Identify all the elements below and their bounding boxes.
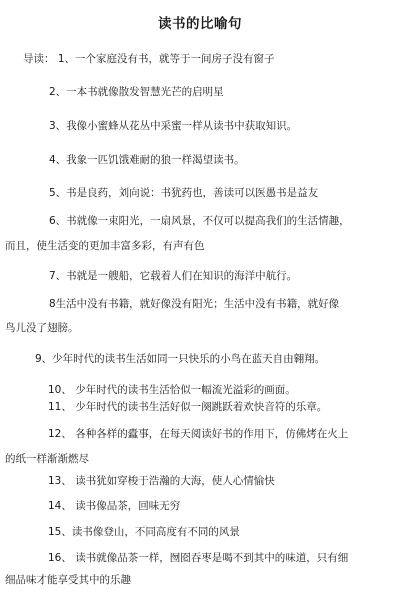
text-line-9: 8生活中没有书籍，就好像没有阳光；生活中没有书籍，就好像: [49, 298, 340, 310]
text-line-3: 3、我像小蜜蜂从花丛中采蜜一样从读书中获取知识。: [49, 120, 298, 132]
text-line-19: 16、 读书就像品茶一样，囫囵吞枣是喝不到其中的味道，只有细: [48, 552, 349, 564]
text-line-6: 6、书就像一束阳光，一扇风景，不仅可以提高我们的生活情趣，: [49, 215, 350, 227]
page-title: 读书的比喻句: [158, 16, 242, 32]
text-line-8: 7、书就是一艘船，它载着人们在知识的海洋中航行。: [49, 270, 298, 282]
text-line-18: 15、读书像登山，不同高度有不同的风景: [48, 526, 240, 538]
text-line-1: 导读： 1、一个家庭没有书，就等于一间房子没有窗子: [23, 53, 275, 65]
text-line-16: 13、 读书犹如穿梭于浩瀚的大海，使人心情愉快: [48, 475, 275, 487]
text-line-12: 10、 少年时代的读书生活恰似一幅流光溢彩的画面。: [48, 384, 296, 396]
text-line-4: 4、我象一匹饥饿难耐的狼一样渴望读书。: [49, 154, 245, 166]
text-line-17: 14、 读书像品茶，回味无穷: [48, 500, 181, 512]
text-line-11: 9、少年时代的读书生活如同一只快乐的小鸟在蓝天自由翱翔。: [35, 353, 326, 365]
text-line-2: 2、一本书就像散发智慧光芒的启明星: [49, 86, 224, 98]
text-line-15: 的纸一样渐渐燃尽: [5, 453, 89, 465]
text-line-5: 5、书是良药，刘向说：书犹药也，善读可以医愚书是益友: [49, 187, 319, 199]
text-line-7: 而且，使生活变的更加丰富多彩，有声有色: [5, 240, 205, 252]
text-line-14: 12、 各种各样的蠹事，在每天阅读好书的作用下，仿佛烤在火上: [48, 428, 349, 440]
text-line-20: 细品味才能享受其中的乐趣: [5, 574, 131, 586]
text-line-13: 11、 少年时代的读书生活好似一阕跳跃着欢快音符的乐章。: [48, 401, 328, 413]
text-line-10: 鸟儿没了翅膀。: [5, 322, 79, 334]
